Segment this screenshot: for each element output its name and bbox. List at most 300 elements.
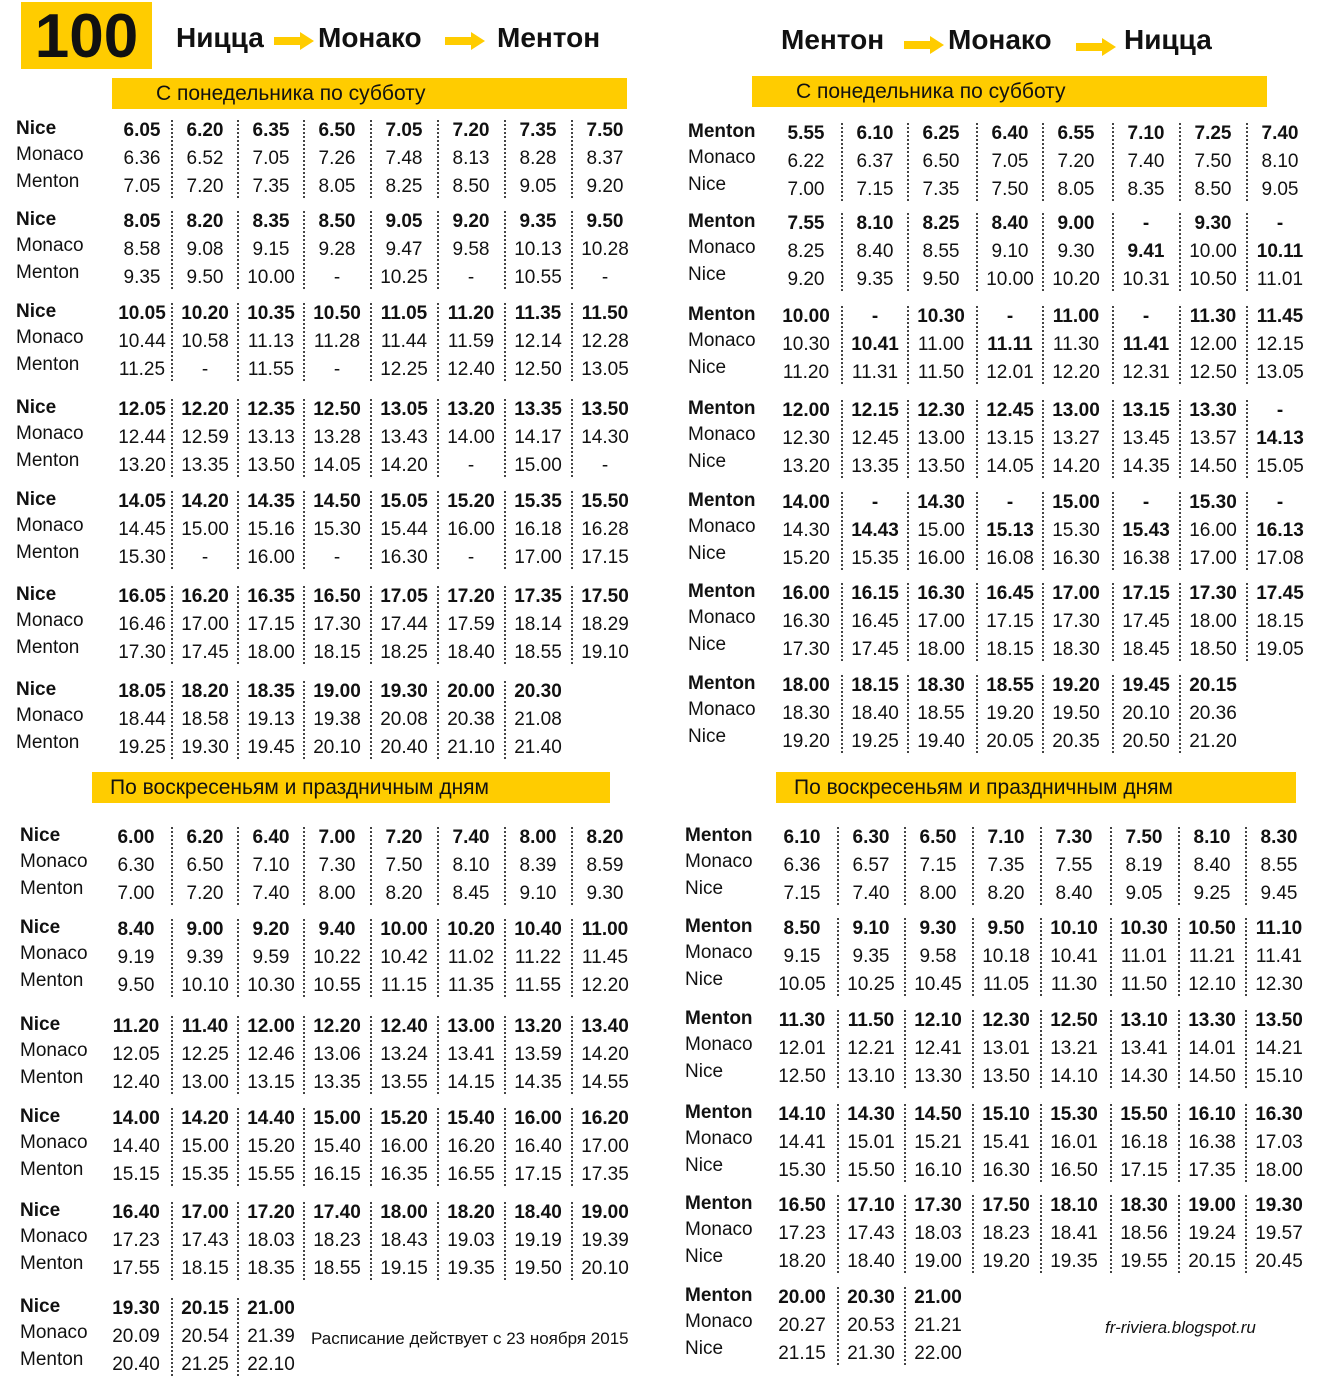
departure-time: 19.35	[1050, 1251, 1098, 1272]
departure-time: 14.41	[778, 1132, 826, 1153]
weekdays-banner-left: С понедельника по субботу	[112, 78, 627, 109]
column-divider	[1112, 123, 1114, 201]
departure-time: 13.15	[247, 1072, 295, 1093]
departure-time: 11.20	[782, 362, 830, 383]
departure-time: 7.48	[385, 148, 423, 169]
column-divider	[1040, 1195, 1042, 1273]
departure-time: 19.38	[313, 709, 361, 730]
departure-time: 5.55	[787, 123, 825, 144]
column-divider	[972, 1010, 974, 1088]
departure-time: 16.30	[917, 583, 965, 604]
departure-time: 20.36	[1189, 703, 1237, 724]
departure-time: -	[201, 547, 209, 568]
departure-time: 21.20	[1189, 731, 1237, 752]
departure-time: 6.20	[186, 827, 224, 848]
departure-time: -	[601, 455, 609, 476]
departure-time: 14.21	[1255, 1038, 1303, 1059]
departure-time: 8.40	[991, 213, 1029, 234]
stop-label: Nice	[688, 726, 727, 747]
column-divider	[303, 1202, 305, 1280]
column-divider	[370, 1202, 372, 1280]
departure-time: 19.20	[782, 731, 830, 752]
column-divider	[571, 399, 573, 477]
column-divider	[571, 211, 573, 289]
departure-time: 14.35	[514, 1072, 562, 1093]
departure-time: 19.45	[247, 737, 295, 758]
departure-time: 15.10	[982, 1104, 1030, 1125]
right-arrow-icon	[1076, 38, 1116, 56]
departure-time: 9.40	[318, 919, 356, 940]
departure-time: -	[333, 359, 341, 380]
departure-time: 6.50	[919, 827, 957, 848]
departure-time: 10.50	[1189, 269, 1237, 290]
departure-time: 7.55	[1055, 855, 1093, 876]
departure-time: 16.35	[380, 1164, 428, 1185]
departure-time: 7.25	[1194, 123, 1232, 144]
column-divider	[1178, 827, 1180, 905]
stop-label: Monaco	[16, 327, 84, 348]
departure-time: 17.50	[581, 586, 629, 607]
departure-time: 12.40	[112, 1072, 160, 1093]
column-divider	[504, 491, 506, 569]
departure-time: 8.20	[186, 211, 224, 232]
departure-time: 9.59	[252, 947, 290, 968]
column-divider	[1178, 1010, 1180, 1088]
column-divider	[571, 1202, 573, 1280]
departure-time: 8.40	[1193, 855, 1231, 876]
departure-time: 9.50	[186, 267, 224, 288]
departure-time: 10.55	[514, 267, 562, 288]
column-divider	[837, 1195, 839, 1273]
departure-time: 10.50	[1188, 918, 1236, 939]
column-divider	[907, 583, 909, 661]
departure-time: 19.25	[118, 737, 166, 758]
stop-label: Nice	[16, 584, 57, 605]
column-divider	[976, 306, 978, 384]
sundays-banner-right: По воскресеньям и праздничным дням	[776, 772, 1296, 803]
departure-time: 8.50	[318, 211, 356, 232]
column-divider	[1040, 1104, 1042, 1182]
departure-time: 19.15	[380, 1258, 428, 1279]
validity-note: Расписание действует с 23 ноября 2015	[311, 1329, 629, 1348]
departure-time: 18.23	[982, 1223, 1030, 1244]
departure-time: 16.00	[380, 1136, 428, 1157]
departure-time: 8.40	[117, 919, 155, 940]
departure-time: 15.15	[112, 1164, 160, 1185]
departure-time: 10.00	[380, 919, 428, 940]
departure-time: 21.00	[914, 1287, 962, 1308]
departure-time: 8.35	[252, 211, 290, 232]
departure-time: 19.19	[514, 1230, 562, 1251]
departure-time: 9.20	[452, 211, 490, 232]
column-divider	[1042, 213, 1044, 291]
departure-time: 6.36	[783, 855, 821, 876]
column-divider	[171, 1108, 173, 1186]
column-divider	[1246, 492, 1248, 570]
departure-time: 7.00	[787, 179, 825, 200]
column-divider	[237, 491, 239, 569]
departure-time: 7.15	[856, 179, 894, 200]
departure-time: 12.25	[380, 359, 428, 380]
departure-time: 12.20	[1052, 362, 1100, 383]
departure-time: 13.50	[581, 399, 629, 420]
departure-time: 8.20	[987, 883, 1025, 904]
column-divider	[904, 827, 906, 905]
departure-time: 12.31	[1122, 362, 1170, 383]
departure-time: 20.10	[1122, 703, 1170, 724]
departure-time: 18.00	[917, 639, 965, 660]
column-divider	[237, 681, 239, 759]
departure-time: 18.15	[313, 642, 361, 663]
column-divider	[837, 827, 839, 905]
departure-time: 7.40	[252, 883, 290, 904]
departure-time: 7.05	[252, 148, 290, 169]
departure-time: 13.15	[986, 428, 1034, 449]
column-divider	[976, 213, 978, 291]
column-divider	[303, 211, 305, 289]
departure-time: 16.18	[1120, 1132, 1168, 1153]
departure-time: -	[467, 267, 475, 288]
departure-time: 10.20	[181, 303, 229, 324]
departure-time: 13.30	[914, 1066, 962, 1087]
departure-time: 18.40	[851, 703, 899, 724]
departure-time: 11.28	[313, 331, 361, 352]
column-divider	[571, 1108, 573, 1186]
column-divider	[571, 1016, 573, 1094]
stop-label: Menton	[688, 581, 756, 602]
departure-time: 13.35	[313, 1072, 361, 1093]
column-divider	[907, 675, 909, 753]
departure-time: 17.08	[1256, 548, 1304, 569]
departure-time: 18.56	[1120, 1223, 1168, 1244]
departure-time: 17.05	[380, 586, 428, 607]
departure-time: 11.00	[581, 919, 629, 940]
departure-time: 19.13	[247, 709, 295, 730]
departure-time: 7.05	[991, 151, 1029, 172]
departure-time: 19.03	[447, 1230, 495, 1251]
departure-time: 7.10	[1127, 123, 1165, 144]
departure-time: 9.28	[318, 239, 356, 260]
column-divider	[1179, 492, 1181, 570]
column-divider	[437, 120, 439, 198]
column-divider	[370, 211, 372, 289]
departure-time: 13.05	[1256, 362, 1304, 383]
departure-time: 9.35	[856, 269, 894, 290]
departure-time: 11.50	[847, 1010, 895, 1031]
departure-time: 9.58	[452, 239, 490, 260]
departure-time: 7.20	[452, 120, 490, 141]
stop-label: Monaco	[20, 1322, 88, 1343]
departure-time: 6.10	[783, 827, 821, 848]
column-divider	[370, 399, 372, 477]
stop-label: Nice	[685, 1338, 724, 1359]
departure-time: 15.50	[1120, 1104, 1168, 1125]
stop-label: Menton	[685, 1285, 753, 1306]
departure-time: 15.30	[1052, 520, 1100, 541]
departure-time: 20.10	[313, 737, 361, 758]
departure-time: 7.35	[922, 179, 960, 200]
departure-time: 13.57	[1189, 428, 1237, 449]
departure-time: 12.50	[1050, 1010, 1098, 1031]
column-divider	[976, 492, 978, 570]
departure-time: 17.23	[778, 1223, 826, 1244]
column-divider	[303, 681, 305, 759]
column-divider	[1042, 400, 1044, 478]
departure-time: 11.40	[181, 1016, 229, 1037]
column-divider	[504, 1202, 506, 1280]
column-divider	[1110, 1104, 1112, 1182]
departure-time: 14.40	[112, 1136, 160, 1157]
departure-time: 20.30	[847, 1287, 895, 1308]
departure-time: 11.59	[447, 331, 495, 352]
stop-label: Monaco	[688, 607, 756, 628]
column-divider	[1112, 675, 1114, 753]
departure-time: 13.24	[380, 1044, 428, 1065]
column-divider	[972, 1104, 974, 1182]
departure-time: 18.15	[181, 1258, 229, 1279]
departure-time: 22.00	[914, 1343, 962, 1364]
departure-time: 19.30	[1255, 1195, 1303, 1216]
departure-time: 6.20	[186, 120, 224, 141]
stop-label: Nice	[688, 543, 727, 564]
departure-time: 15.05	[380, 491, 428, 512]
left-route-stop-3: Ментон	[497, 22, 601, 53]
departure-time: 18.00	[782, 675, 830, 696]
departure-time: 14.30	[1120, 1066, 1168, 1087]
departure-time: 17.35	[581, 1164, 629, 1185]
column-divider	[1112, 492, 1114, 570]
stop-label: Monaco	[16, 610, 84, 631]
departure-time: 9.30	[919, 918, 957, 939]
right-route-stop-2: Монако	[948, 24, 1052, 55]
departure-time: 18.43	[380, 1230, 428, 1251]
column-divider	[1110, 1195, 1112, 1273]
departure-time: 19.20	[1052, 675, 1100, 696]
departure-time: 19.00	[914, 1251, 962, 1272]
departure-time: 10.20	[1052, 269, 1100, 290]
departure-time: 19.30	[181, 737, 229, 758]
departure-time: 9.10	[991, 241, 1029, 262]
column-divider	[370, 919, 372, 997]
departure-time: 8.30	[1260, 827, 1298, 848]
departure-time: 8.25	[922, 213, 960, 234]
departure-time: 17.23	[112, 1230, 160, 1251]
departure-time: 18.40	[447, 642, 495, 663]
departure-time: 21.21	[914, 1315, 962, 1336]
departure-time: 19.40	[917, 731, 965, 752]
column-divider	[504, 1016, 506, 1094]
departure-time: 16.08	[986, 548, 1034, 569]
departure-time: 6.00	[117, 827, 155, 848]
departure-time: 15.40	[447, 1108, 495, 1129]
column-divider	[907, 123, 909, 201]
departure-time: 19.30	[380, 681, 428, 702]
departure-time: 11.20	[447, 303, 495, 324]
departure-time: 19.05	[1256, 639, 1304, 660]
departure-time: 19.00	[581, 1202, 629, 1223]
column-divider	[904, 1195, 906, 1273]
departure-time: 19.20	[986, 703, 1034, 724]
departure-time: 11.20	[112, 1016, 160, 1037]
departure-time: 9.05	[1261, 179, 1299, 200]
departure-time: 7.05	[123, 176, 161, 197]
departure-time: 16.28	[581, 519, 629, 540]
departure-time: 18.05	[118, 681, 166, 702]
departure-time: 13.01	[982, 1038, 1030, 1059]
departure-time: 13.06	[313, 1044, 361, 1065]
departure-time: 14.05	[118, 491, 166, 512]
column-divider	[841, 306, 843, 384]
departure-time: 17.30	[1189, 583, 1237, 604]
departure-time: 15.20	[247, 1136, 295, 1157]
departure-time: 11.30	[1050, 974, 1098, 995]
departure-time: 10.00	[1189, 241, 1237, 262]
departure-time: 14.30	[917, 492, 965, 513]
departure-time: 12.21	[847, 1038, 895, 1059]
stop-label: Nice	[16, 301, 57, 322]
column-divider	[904, 1287, 906, 1365]
departure-time: 14.50	[1188, 1066, 1236, 1087]
departure-time: 10.58	[181, 331, 229, 352]
departure-time: 7.00	[117, 883, 155, 904]
departure-time: 19.55	[1120, 1251, 1168, 1272]
departure-time: 11.50	[581, 303, 629, 324]
column-divider	[237, 120, 239, 198]
stop-label: Menton	[16, 732, 80, 753]
stop-label: Nice	[688, 451, 727, 472]
column-divider	[171, 586, 173, 664]
column-divider	[837, 1010, 839, 1088]
departure-time: -	[1006, 492, 1014, 513]
weekdays-banner-right: С понедельника по субботу	[752, 76, 1267, 107]
departure-time: 16.18	[514, 519, 562, 540]
column-divider	[171, 1016, 173, 1094]
column-divider	[571, 919, 573, 997]
departure-time: -	[871, 306, 879, 327]
departure-time: 18.55	[514, 642, 562, 663]
departure-time: 11.01	[1120, 946, 1168, 967]
stop-label: Nice	[16, 489, 57, 510]
stop-label: Monaco	[688, 237, 756, 258]
departure-time: 11.50	[917, 362, 965, 383]
departure-time: 8.20	[586, 827, 624, 848]
departure-time: 17.15	[986, 611, 1034, 632]
departure-time: 15.00	[917, 520, 965, 541]
departure-time: 12.01	[986, 362, 1034, 383]
column-divider	[370, 491, 372, 569]
stop-label: Nice	[685, 1155, 724, 1176]
departure-time: 14.17	[514, 427, 562, 448]
departure-time: 17.00	[581, 1136, 629, 1157]
departure-time: 17.20	[247, 1202, 295, 1223]
departure-time: 16.40	[112, 1202, 160, 1223]
column-divider	[972, 827, 974, 905]
departure-time: 18.15	[851, 675, 899, 696]
column-divider	[972, 1195, 974, 1273]
departure-time: 9.10	[519, 883, 557, 904]
departure-time: 14.13	[1256, 428, 1304, 449]
column-divider	[437, 919, 439, 997]
departure-time: 10.28	[581, 239, 629, 260]
departure-time: 14.45	[118, 519, 166, 540]
departure-time: 15.00	[514, 455, 562, 476]
column-divider	[1042, 583, 1044, 661]
stop-label: Menton	[688, 121, 756, 142]
departure-time: 18.29	[581, 614, 629, 635]
departure-time: 10.00	[986, 269, 1034, 290]
departure-time: 12.01	[778, 1038, 826, 1059]
departure-time: 16.20	[581, 1108, 629, 1129]
stop-label: Menton	[16, 354, 80, 375]
departure-time: 6.10	[856, 123, 894, 144]
right-route-title	[0, 24, 1324, 64]
departure-time: 18.00	[1189, 611, 1237, 632]
departure-time: 9.20	[787, 269, 825, 290]
departure-time: 16.35	[247, 586, 295, 607]
departure-time: 18.15	[1256, 611, 1304, 632]
departure-time: 7.40	[1261, 123, 1299, 144]
departure-time: 12.40	[380, 1016, 428, 1037]
departure-time: 16.13	[1256, 520, 1304, 541]
departure-time: 17.50	[982, 1195, 1030, 1216]
stop-label: Monaco	[16, 515, 84, 536]
departure-time: 11.01	[1256, 269, 1304, 290]
departure-time: 16.15	[851, 583, 899, 604]
column-divider	[370, 586, 372, 664]
column-divider	[1112, 400, 1114, 478]
departure-time: 14.43	[851, 520, 899, 541]
departure-time: 7.50	[586, 120, 624, 141]
departure-time: 15.40	[313, 1136, 361, 1157]
departure-time: 11.31	[851, 362, 899, 383]
departure-time: 18.15	[986, 639, 1034, 660]
departure-time: 9.35	[519, 211, 557, 232]
departure-time: 17.20	[447, 586, 495, 607]
departure-time: 8.13	[452, 148, 490, 169]
departure-time: 15.20	[447, 491, 495, 512]
departure-time: 13.21	[1050, 1038, 1098, 1059]
departure-time: 18.55	[917, 703, 965, 724]
departure-time: 8.58	[123, 239, 161, 260]
departure-time: -	[1276, 400, 1284, 421]
departure-time: 18.44	[118, 709, 166, 730]
departure-time: 12.44	[118, 427, 166, 448]
stop-label: Nice	[16, 397, 57, 418]
column-divider	[237, 303, 239, 381]
departure-time: 7.05	[385, 120, 423, 141]
departure-time: 13.20	[782, 456, 830, 477]
departure-time: 10.30	[1120, 918, 1168, 939]
departure-time: 18.20	[181, 681, 229, 702]
departure-time: 20.15	[1189, 675, 1237, 696]
departure-time: 15.50	[847, 1160, 895, 1181]
departure-time: 19.50	[1052, 703, 1100, 724]
departure-time: 15.13	[986, 520, 1034, 541]
departure-time: 9.05	[519, 176, 557, 197]
column-divider	[1178, 918, 1180, 996]
column-divider	[841, 213, 843, 291]
sundays-banner-left: По воскресеньям и праздничным дням	[92, 772, 610, 803]
departure-time: 18.00	[1255, 1160, 1303, 1181]
column-divider	[841, 123, 843, 201]
column-divider	[303, 827, 305, 905]
departure-time: 13.59	[514, 1044, 562, 1065]
departure-time: 8.19	[1125, 855, 1163, 876]
departure-time: 7.40	[852, 883, 890, 904]
departure-time: 17.35	[1188, 1160, 1236, 1181]
stop-label: Nice	[16, 118, 57, 139]
column-divider	[1245, 827, 1247, 905]
